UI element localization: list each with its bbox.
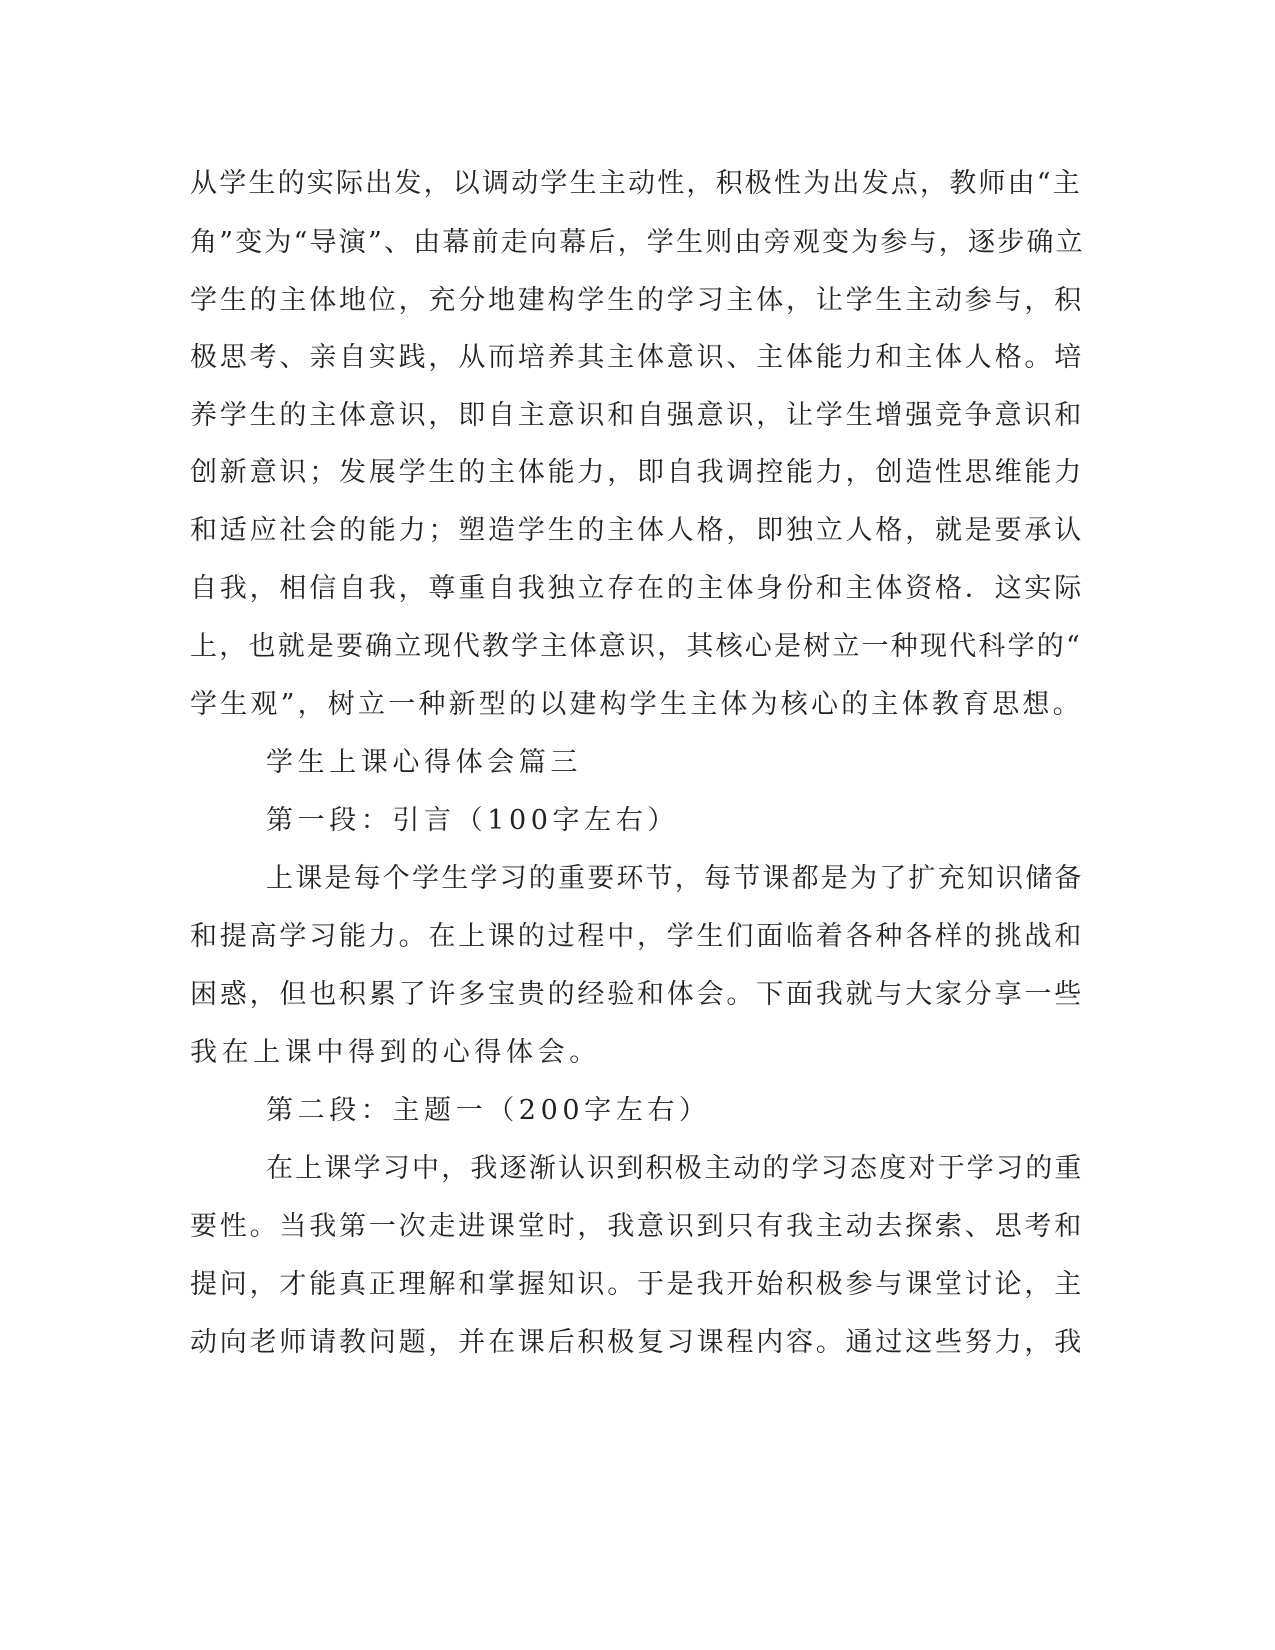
body-text-line: 我在上课中得到的心得体会。 — [190, 1037, 601, 1068]
body-text-line: 和提高学习能力。在上课的过程中，学生们面临着各种各样的挑战和 — [190, 921, 1084, 952]
body-text-line: 在上课学习中，我逐渐认识到积极主动的学习态度对于学习的重 — [266, 1153, 1084, 1184]
body-text-line: 要性。当我第一次走进课堂时，我意识到只有我主动去探索、思考和 — [190, 1211, 1084, 1242]
body-text-line: 创新意识；发展学生的主体能力，即自我调控能力，创造性思维能力 — [190, 457, 1084, 488]
body-text-line: 自我，相信自我，尊重自我独立存在的主体身份和主体资格．这实际 — [190, 573, 1084, 604]
body-text-line: 和适应社会的能力；塑造学生的主体人格，即独立人格，就是要承认 — [190, 515, 1084, 546]
body-text-line: 极思考、亲自实践，从而培养其主体意识、主体能力和主体人格。培 — [190, 342, 1084, 373]
body-text-line: 提问，才能真正理解和掌握知识。于是我开始积极参与课堂讨论，主 — [190, 1269, 1084, 1300]
section-heading: 学生上课心得体会篇三 — [266, 747, 582, 778]
body-text-line: 学生观”，树立一种新型的以建构学生主体为核心的主体教育思想。 — [190, 689, 1083, 720]
body-text-line: 从学生的实际出发，以调动学生主动性，积极性为出发点，教师由“主 — [190, 168, 1083, 199]
body-text-line: 角”变为“导演”、由幕前走向幕后，学生则由旁观变为参与，逐步确立 — [190, 227, 1085, 258]
body-text-line: 学生的主体地位，充分地建构学生的学习主体，让学生主动参与，积 — [190, 285, 1084, 316]
body-text-line: 困惑，但也积累了许多宝贵的经验和体会。下面我就与大家分享一些 — [190, 979, 1084, 1010]
body-text-line: 上，也就是要确立现代教学主体意识，其核心是树立一种现代科学的“ — [190, 631, 1083, 662]
body-text-line: 养学生的主体意识，即自主意识和自强意识，让学生增强竞争意识和 — [190, 400, 1084, 431]
paragraph-heading: 第一段：引言（100字左右） — [266, 805, 679, 836]
body-text-line: 动向老师请教问题，并在课后积极复习课程内容。通过这些努力，我 — [190, 1327, 1084, 1358]
paragraph-heading: 第二段：主题一（200字左右） — [266, 1095, 711, 1126]
body-text-line: 上课是每个学生学习的重要环节，每节课都是为了扩充知识储备 — [266, 863, 1084, 894]
